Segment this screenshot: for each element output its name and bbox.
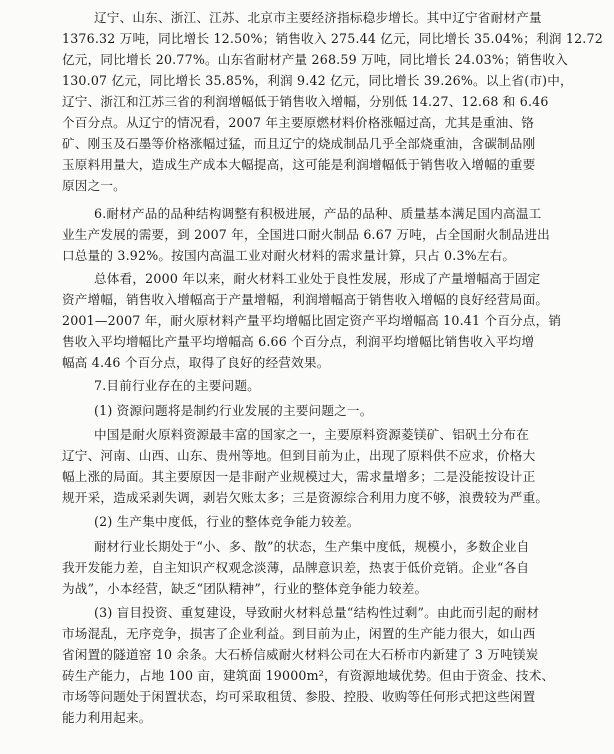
text-line: 辽宁、河南、山西、山东、贵州等地。但到目前为止，出现了原料供不应求，价格大 — [62, 448, 536, 463]
text-line: 中国是耐火原料资源最丰富的国家之一，主要原料资源菱镁矿、铝矾土分布在 — [94, 427, 529, 442]
text-line: 6.耐材产品的品种结构调整有积极进展，产品的品种、质量基本满足国内高温工 — [94, 206, 542, 221]
text-line: 规开采，造成采剥失调，剥岩欠账太多；三是资源综合利用力度不够，浪费较为严重。 — [62, 490, 549, 505]
subheading-concentration: (2) 生产集中度低，行业的整体竞争能力较差。 — [94, 514, 360, 529]
text-line: 130.07 亿元，同比增长 35.85%，利润 9.42 亿元，同比增长 39.26%。以上省(市)中， — [62, 73, 573, 88]
text-line: 为战”，小本经营，缺乏“团队精神”，行业的整体竞争能力较差。 — [62, 581, 428, 596]
text-line: 口总量的 3.92%。按国内高温工业对耐火材料的需求量计算，只占 0.3%左右。 — [62, 248, 516, 263]
text-line: 售收入平均增幅比产量平均增幅高 6.66 个百分点，利润平均增幅比销售收入平均增 — [62, 334, 535, 349]
text-line: 省闲置的隧道窑 10 余条。大石桥信威耐火材料公司在大石桥市内新建了 3 万吨镁炭 — [62, 647, 539, 662]
text-line: 市场等问题处于闲置状态，均可采取租赁、参股、控股、收购等任何形式把这些闲置 — [62, 689, 536, 704]
text-line: 能力利用起来。 — [62, 710, 152, 725]
text-line: 原因之一。 — [62, 178, 126, 193]
text-line: 幅高 4.46 个百分点，取得了良好的经营效果。 — [62, 355, 330, 370]
text-line: 资产增幅，销售收入增幅高于产量增幅，利润增幅高于销售收入增幅的良好经营局面。 — [62, 292, 549, 307]
text-line: 业生产发展的需要，到 2007 年，全国进口耐火制品 6.67 万吨，占全国耐火制品进出 — [62, 227, 550, 242]
text-line: 市场混乱，无序竞争，损害了企业利益。到目前为止，闲置的生产能力很大，如山西 — [62, 626, 536, 641]
text-line: 我开发能力差，自主知识产权观念淡薄，品牌意识差，热衷于低价竞销。企业“各自 — [62, 560, 530, 575]
text-line: 1376.32 万吨，同比增长 12.50%；销售收入 275.44 亿元，同比增长 35.04%；利润 12.72 — [62, 31, 603, 46]
text-line: 矿、刚玉及石墨等价格涨幅过猛，而且辽宁的烧成制品几乎全部烧重油，含碳制品刚 — [62, 136, 536, 151]
text-line: 辽宁、浙江和江苏三省的利润增幅低于销售收入增幅，分别低 14.27、12.68 和 6.46 — [62, 94, 549, 109]
text-line: (3) 盲目投资、重复建设，导致耐火材料总量“结构性过剩”。由此而引起的耐材 — [94, 605, 540, 620]
text-line: 总体看，2000 年以来，耐火材料工业处于良性发展，形成了产量增幅高于固定 — [94, 271, 541, 286]
text-line: 个百分点。从辽宁的情况看，2007 年主要原燃材料价格涨幅过高，尤其是重油、铬 — [62, 115, 535, 130]
text-line: 亿元，同比增长 20.77%。山东省耐材产量 268.59 万吨，同比增长 24.03%；销售收入 — [62, 52, 568, 67]
text-line: 辽宁、山东、浙江、江苏、北京市主要经济指标稳步增长。其中辽宁省耐材产量 — [94, 10, 542, 25]
subheading-resource-problem: (1) 资源问题将是制约行业发展的主要问题之一。 — [94, 403, 373, 418]
text-line: 玉原料用量大，造成生产成本大幅提高，这可能是利润增幅低于销售收入增幅的重要 — [62, 157, 536, 172]
text-line: 耐材行业长期处于“小、多、散”的状态，生产集中度低，规模小，多数企业自 — [94, 539, 530, 554]
text-line: 幅上涨的局面。其主要原因一是非耐产业规模过大，需求量增多；二是没能按设计正 — [62, 469, 536, 484]
section-heading-industry-problems: 7.目前行业存在的主要问题。 — [94, 378, 260, 393]
text-line: 2001—2007 年，耐火原材料产量平均增幅比固定资产平均增幅高 10.41 个百分点，销 — [62, 313, 562, 328]
text-line: 砖生产能力，占地 100 亩，建筑面 19000m²，有资源地域优势。但由于资金、技术、 — [62, 668, 555, 683]
